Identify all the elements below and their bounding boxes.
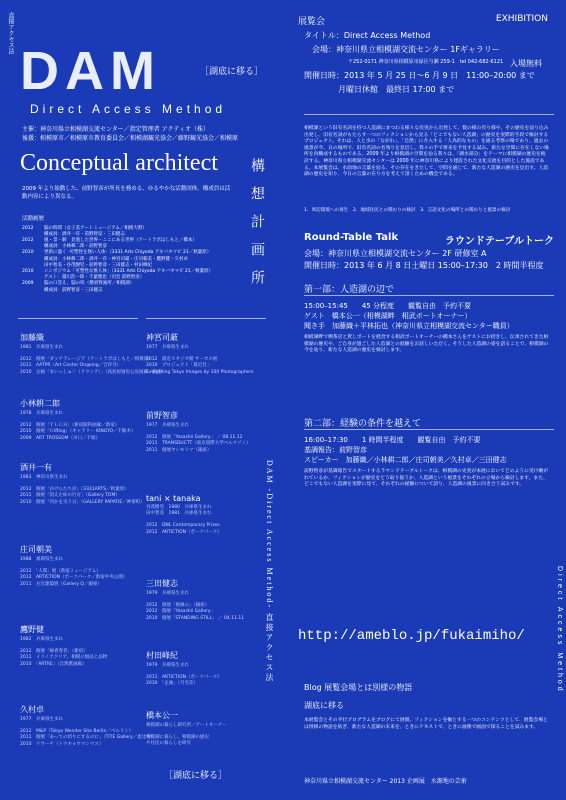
history-text: 脳の時間（女子美アートミュージアム／相模大野） [44, 225, 147, 231]
history-title: 活動履歴 [22, 216, 45, 222]
part1-guest: ゲスト 橋本公一（相模湖畔 相武ボートオーナー） [304, 312, 472, 320]
footer-text: 神奈川県立相模湖交流センター 2013 企画展 水源地の芸術 [304, 778, 467, 785]
artist-name: 橋本公一 [146, 711, 178, 720]
history-text: 構成員：前野智彦・三田健志 [44, 287, 103, 293]
artist-line: 2012 DNL Contemporary Prizes [146, 523, 220, 529]
artist-line: 2012 個展「ＴＬＣＨ」（新宿眼科画廊／新宿） [20, 423, 120, 429]
artist-line: 谷茂樹児 1980 兵庫県生まれ [146, 505, 212, 510]
intro-text: 2009 年より始動した、前野智彦が所長を務める、ゆるやかな活動団体。構成員は活動内容により異なる。 [22, 186, 231, 200]
organizer-text: 主催：神奈川県立相模湖交流センター／指定管理者 アクティオ（株） [22, 126, 210, 133]
artist-entry [20, 544, 135, 588]
artist-entry [20, 398, 135, 442]
artist-line: 1979 兵庫県生まれ [146, 591, 189, 596]
artist-line: 2012 個展「かけらたちが」（3331ARTS／秋葉原） [20, 487, 129, 493]
artist-line: 1982 兵庫県生まれ [20, 637, 63, 642]
artist-line: 2011 AATPR（Art Center Ongoing／吉祥寺） [20, 363, 122, 369]
part2-time: 16:00–17:30 1 時間半程度 観覧自由 予約不要 [304, 436, 481, 444]
exhibition-label-en: EXHIBITION [495, 14, 548, 24]
artist-line: 2010 プロジェクト「最近目」 [146, 363, 212, 369]
vertical-project-title: DAM -Direct Access Method- 直接アクセス法 [265, 460, 274, 684]
history-year: 2009 [22, 281, 34, 287]
part2-section [304, 416, 550, 489]
artist-name: 鷹野健 [20, 625, 44, 634]
artist-line: や住民の暮らしを研究 [146, 741, 191, 747]
artist-entry [20, 462, 145, 506]
artist-line: 2012 個展「ダッチラレージア（アートラボはしもと／相模原） [20, 357, 153, 363]
artist-line: 2010 企画「まいっしゅ♡（ドウシテ）」（高島屋画房公房画廊／銀座） [20, 369, 166, 375]
history-text: 構成員：小林耕二郎・酒井一有・神宮司厳・庄司朝美・鷹野健・久村卓 [44, 256, 188, 262]
project-title: Direct Access Method [30, 102, 227, 116]
part2-speakers: スピーカー 加藤織／小林耕二郎／庄司朝美／久村卓／三田健志 [304, 456, 507, 464]
admission-free: 入場無料 [510, 59, 542, 68]
artist-entry [146, 332, 261, 376]
artist-line: 1983 神奈川県生まれ [20, 475, 68, 480]
exhibition-closed: 月曜日休館 最終日 17:00 まで [338, 85, 455, 94]
artist-line: 2010 個展「何かを失う日」（GALLERY PAPATIE／神保町） [20, 499, 145, 505]
artist-line: 2011 ARTICTION（ポーツパーク） [146, 675, 222, 681]
concept-vertical-title: 構想計画所 [249, 158, 264, 298]
history-text: ゲスト：越川浩一郎・千葉雅也（司会 前野智彦） [44, 275, 145, 281]
history-text: シンポジウム「可塑性な無人体」（3331 Arts Chiyoda アキバタマビ 21／秋葉原） [44, 268, 214, 274]
artist-name: 久村卓 [20, 705, 44, 714]
artist-name: 神宮司厳 [146, 333, 178, 342]
part1-time: 15:00–15:45 45 分程度 観覧自由 予約不要 [304, 302, 471, 310]
artist-entry [20, 624, 135, 668]
part2-guest: 基調報告：前野智彦 [304, 446, 367, 454]
artist-name: tani × tanaka [146, 494, 201, 503]
artist-line: 2010 リサーチ（トウキョウマシマス） [20, 741, 104, 747]
artist-line: 田中智美 1981 兵庫県生まれ [146, 511, 212, 517]
artist-name: 庄司朝美 [20, 545, 52, 554]
roundtable-venue: 会場：神奈川県立相模湖交流センター 2F 研修室 A [304, 249, 487, 258]
blog-title: Blog 展覧会場とは別様の物語 [304, 683, 413, 692]
artist-name: 加藤織 [20, 333, 44, 342]
blog-url-link[interactable]: http://ameblo.jp/fukaimiho/ [298, 628, 525, 644]
history-year: 2010 [22, 250, 34, 256]
artist-entry [146, 578, 261, 622]
history-year: 2012 [22, 237, 34, 243]
artist-line: 2012 個展「視線の」（銀座） [146, 603, 210, 609]
artist-line: 2012 ARTICTION（ポーツパーク／新宿中央公園） [20, 575, 128, 581]
artist-line: Everything Tokyo Images by 100 Photographers [146, 369, 254, 375]
history-text: 構成員：小林耕二郎・前野智彦 [44, 244, 107, 250]
exhibition-description: 相模湖という旧有名詞を持つ人造湖にまつわる様々な史実から出発して、数の様の有り様や、その歴史を辿り込み出発し、旧有名詞がもたらす一つのフィクションから見る「どこでもない人造湖」の歴史を実際的手段で検討するプロジェクト。それは、人と水の「ながれ」、「自然」に介入する「人為的なもの」を通る考察の場であり、過去の風景が今、日の場所で、旧有名詞の名残りを見出し、我々の手で将来を予見する試み。新たな空間に存在しない場所を再構成するものである。2009 年より相模湖の空間を辿る我々は、「湖水部分」をテーマに相模湖の歴史を検討する。神奈川県立相模湖交流センターは 2000 年に神奈川県により建設された文化交流を目的とした施設である。本展覧会は、水面地の言葉を辿る、その存在をきたして、空間を通じて、新たな人造湖の歴史を見出す。人造湖の歴史を知り、今日の言葉の在り方を考えて頂くための機会である。 [304, 126, 549, 178]
artist-line: 相模湖に暮らし、相模湖の歴史 [146, 735, 209, 741]
artist-line: 1977 兵庫県生まれ [20, 717, 63, 722]
history-text: 脳の口答え、脳の咲（横須賀画所／相模湖） [44, 281, 135, 287]
artist-line: 2011 TRANSDUCTT（東京国際大学ベルクソン） [146, 441, 251, 447]
artist-line: 1977 兵庫県生まれ [146, 345, 189, 350]
bottom-bracket-title: ［湖底に移る］ [164, 771, 228, 781]
history-text: 構成員：酒井一有・前野智彦・三田健志 [44, 231, 125, 237]
history-year [22, 288, 38, 294]
artist-line: 2010 個展「STANDING STILL」 ／ 04.11.11 [146, 615, 245, 621]
artist-line: 2012 個展「Yasashii Gallery」 ／ 08.11.12 [146, 435, 243, 441]
artist-entry [20, 704, 156, 748]
artist-name: 前野智彦 [146, 411, 178, 420]
roundtable-label-jp: ラウンドテーブルトーク [444, 236, 554, 247]
part2-title: 第二部：経験の条件を越えて [304, 419, 422, 429]
artist-line: 2012 M&P（Tokyo Wonder Site Berlin／ベルリン） [20, 729, 134, 735]
artist-line: 1978 兵庫県生まれ [20, 411, 63, 416]
artist-line: 2012 個展「線香奏者」（新宿） [20, 649, 88, 655]
part2-description: 前野智彦が基調報告でスタートするラウンドテーブルトークは、相模湖の史実が本展においてどのように受け継がれているか、フィクションが歴史をどう取り扱うか、人造湖という風景をそれぞれの立場から検討します。また、どこでもない人造湖を実際に見て、それぞれの経験について語り、人造湖の風景に向き合う試みです。 [304, 469, 549, 488]
artist-line: 2009 ART TROSSOM（川口／千駄） [20, 435, 101, 441]
bracket-title: ［湖底に移る］ [200, 67, 264, 77]
blog-description: 本展覧会とその平行プログラムをブログにて展開。フィクションを軸とする一つのコンテンツとして、展覧会場とは別様の物語を紡ぎ、新たな人造湖の未来を、ときにテキストで、ときに画像で画面で探ることを試みます。 [304, 718, 548, 730]
exhibition-venue: 会場：神奈川県立相模湖交流センター 1Fギャラリー [312, 45, 500, 54]
artist-line: 2012 ARTICTION（ポーツパーク） [146, 529, 222, 535]
artist-entry [146, 494, 261, 536]
blog-subtitle: 湖底に移る [304, 701, 344, 710]
artist-line: 1977 兵庫県生まれ [146, 423, 189, 428]
artist-line: 1981 兵庫県生まれ [20, 345, 63, 350]
exhibition-title: タイトル：Direct Access Method [304, 31, 431, 40]
history-year: 2010 [22, 268, 34, 274]
artist-line: 1988 福岡県生まれ [20, 557, 63, 562]
exhibition-address: 〒252-0171 神奈川県相模原市緑区与瀬 259-1 tel 042-682-6121 [348, 59, 504, 65]
artist-line: 2011 左官建築展（Gallery Q／銀座） [20, 581, 102, 587]
artist-line: 2011 イリノアクリア、相模の無品と品物 [20, 655, 108, 661]
right-column [298, 6, 563, 796]
exhibition-header [298, 14, 548, 27]
vertical-subtitle: 直接アクセス法 [7, 12, 14, 54]
exhibition-notes: 1．周辺環境への再生 2．地域住民との関わりの検討 3．言語文化の場所との関わりと風景の検討 [304, 208, 511, 213]
supporter-text: 後援：相模原市／相模原市教育委員会／相模湖観光協会／藤野観光協会／相模原 [22, 135, 239, 142]
artist-line: 相模湖の暮らし研究所／アートオーナー [146, 723, 227, 728]
artist-line: 2011 個展「あっての切りにするのに」（TITE Gallery／恵比寿） [20, 735, 156, 741]
artist-line: 2012 個展「Yasashii Gallery」 [146, 609, 216, 615]
artist-entry [146, 710, 261, 748]
artist-line: 2012 「人間」展（新宿ミュージアム） [20, 569, 101, 575]
roundtable-header [304, 232, 554, 247]
exhibition-period: 開催日時：2013 年 5 月 25 日～6 月 9 日 11:00–20:00 まで [304, 71, 535, 80]
part1-title: 第一部：人造湖の辺で [304, 285, 395, 295]
artist-name: 酒井一有 [20, 463, 52, 472]
concept-title: Conceptual architect [20, 150, 218, 176]
artist-entry [146, 650, 261, 688]
roundtable-label-en: Round-Table Talk [304, 232, 399, 243]
dam-logo: DAM [20, 41, 161, 101]
roundtable-period: 開催日時：2013 年 6 月 8 日土曜日 15:00–17:30 2 時間半程度 [304, 261, 544, 270]
part1-description: 相模湖畔で喫茶店と貸しボートを経営する相武ボートオーナーの橋本さんをゲストにお招きし、伝承されてきた相模湖の歴史や、ご自身が過ごした人造湖との経験をお話しいただく。そうした人造湖の姿を語ることで、相模湖の今を辿り、新たな人造湖の歴史を検討します。 [304, 335, 549, 354]
artist-line: 2010 「ARTRE」（自然派画廊） [20, 661, 87, 667]
history-text: 田中智美・谷茂樹児・前野智彦・三田健志・村田峰紀 [44, 262, 152, 268]
history-text: 風・景・解 見過した世界・ここにある世界（アートラボはしもと／橋本） [44, 237, 197, 243]
artist-line: 2011 個展「消えた絵の行方」（Gallery TOM） [20, 493, 120, 499]
history-year: 2012 [22, 225, 34, 231]
part1-section [304, 282, 550, 355]
artist-line: 2012 最近スタジオ館 サーカス展 [146, 357, 218, 363]
history-text: 更新に盛く -可塑性を無い人体-（3331 Arts Chiyoda アキバタマビ 21／秋葉原） [44, 250, 212, 256]
history-row [22, 288, 262, 294]
artist-line: 1979 兵庫県生まれ [146, 663, 189, 668]
artist-name: 三田健志 [146, 579, 178, 588]
artist-line: 2010 「企画」（月光荘） [146, 681, 198, 687]
artist-line: 2011 個展ヤシモリマ（銀座） [146, 447, 212, 453]
exhibition-label: 展覧会 [298, 17, 326, 27]
history-section [22, 216, 262, 294]
right-vertical-title: Direct Access Method [556, 566, 563, 694]
artist-name: 村田峰紀 [146, 651, 178, 660]
part1-host: 聞き手 加藤織＋平林拓也（神奈川県立相模湖交流センター職員） [304, 322, 514, 330]
artist-name: 小林耕二郎 [20, 399, 60, 408]
artist-line: 2010 個展「Ｇifting」（ギャラリー KINGYO／千駄木） [20, 429, 136, 435]
artist-entry [146, 410, 261, 454]
